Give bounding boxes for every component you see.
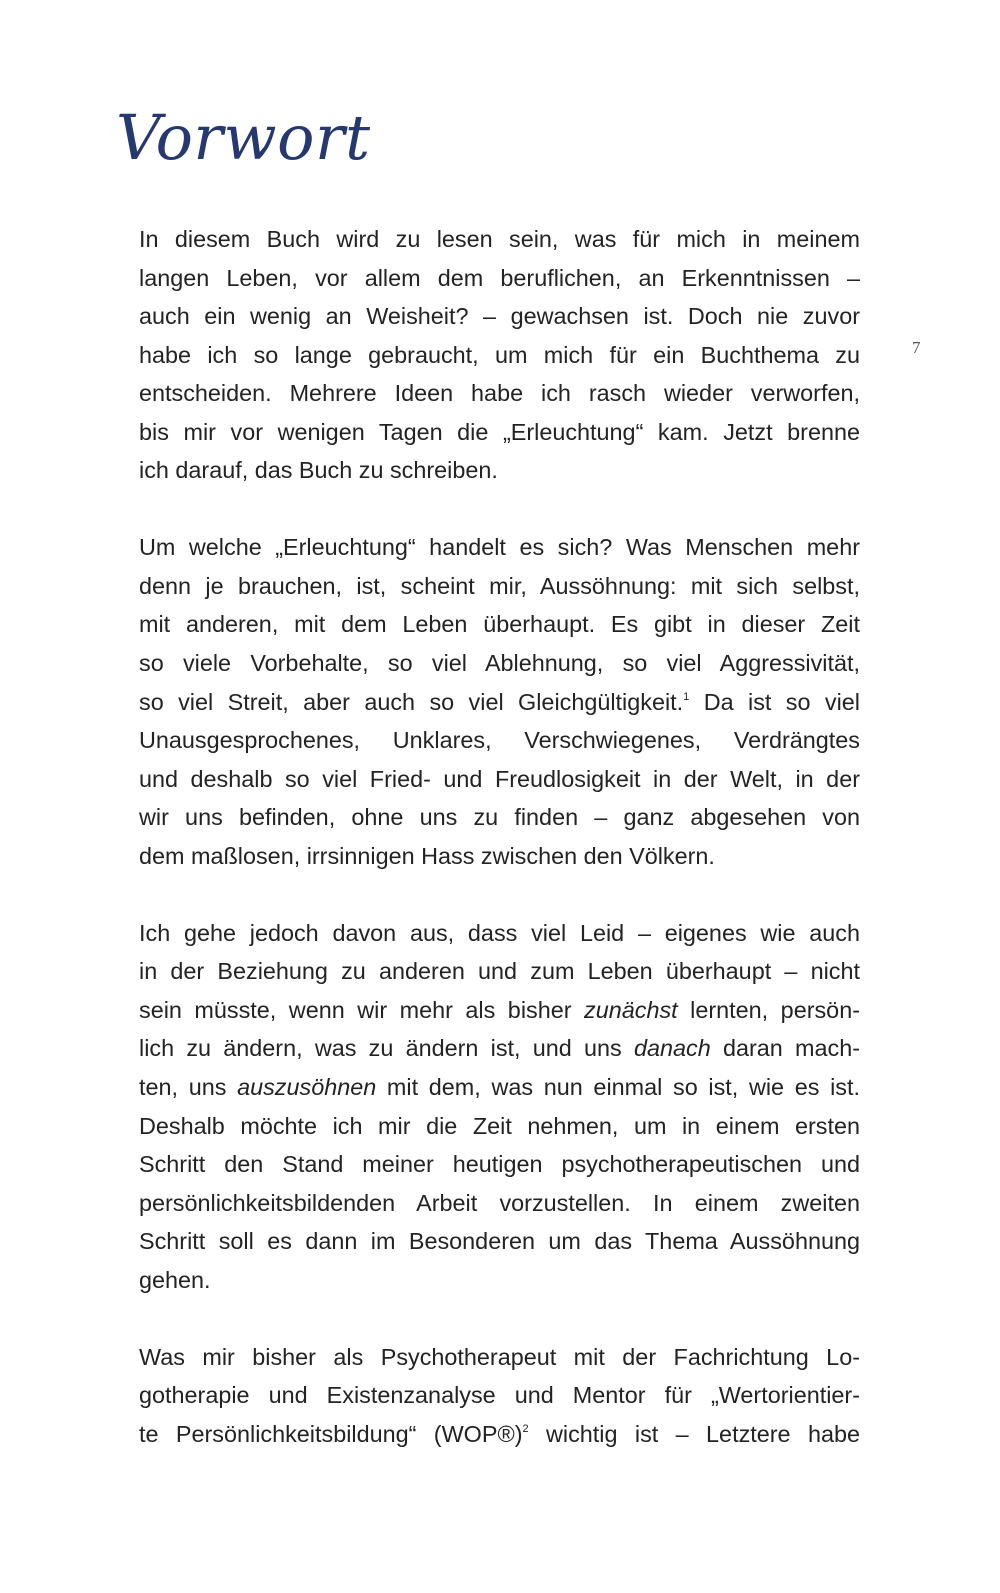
text-line: wir uns befinden, ohne uns zu finden – ganz abgesehen von <box>139 804 860 831</box>
text-line <box>139 1415 860 1454</box>
text-segment: te Persönlichkeitsbildung“ (WOP®) <box>139 1420 523 1447</box>
text-line <box>139 991 860 1030</box>
text-line: Deshalb möchte ich mir die Zeit nehmen, um in einem ersten <box>139 1112 860 1139</box>
text-line: und deshalb so viel Fried- und Freudlosigkeit in der Welt, in der <box>139 765 860 792</box>
page-number: 7 <box>912 338 921 357</box>
footnote-marker[interactable]: 2 <box>522 1422 529 1435</box>
text-line: In diesem Buch wird zu lesen sein, was für mich in meinem <box>139 226 860 252</box>
paragraph <box>139 914 860 1299</box>
emphasis: zunächst <box>584 996 678 1023</box>
text-segment: lich zu ändern, was zu ändern ist, und uns <box>139 1035 634 1062</box>
emphasis: danach <box>633 1035 711 1062</box>
text-line: Schritt soll es dann im Besonderen um das Thema Aussöhnung <box>139 1228 860 1255</box>
text-line: auch ein wenig an Weisheit? – gewachsen ist. Doch nie zuvor <box>139 303 860 330</box>
paragraph <box>139 1338 860 1454</box>
text-line: langen Leben, vor allem dem beruflichen, an Erkenntnissen – <box>139 264 860 291</box>
text-line: mit anderen, mit dem Leben überhaupt. Es gibt in dieser Zeit <box>139 611 860 638</box>
text-line <box>139 683 860 722</box>
text-line: habe ich so lange gebraucht, um mich für ein Buchthema zu <box>139 341 860 368</box>
text-segment: daran mach- <box>710 1035 860 1062</box>
footnote-marker[interactable]: 1 <box>683 690 690 703</box>
paragraph <box>139 528 860 875</box>
emphasis: auszusöhnen <box>237 1074 377 1101</box>
text-line: Was mir bisher als Psychotherapeut mit der Fachrichtung Lo- <box>139 1343 860 1370</box>
text-line: Um welche „Erleuchtung“ handelt es sich? Was Menschen mehr <box>139 534 860 561</box>
text-line: persönlichkeitsbildenden Arbeit vorzustellen. In einem zweiten <box>139 1189 860 1216</box>
text-segment: so viel Streit, aber auch so viel Gleichgültigkeit. <box>139 688 684 715</box>
text-line: in der Beziehung zu anderen und zum Leben überhaupt – nicht <box>139 958 860 985</box>
text-line <box>139 1068 860 1107</box>
text-segment: lernten, persön- <box>677 996 860 1023</box>
text-segment: mit dem, was nun einmal so ist, wie es ist. <box>376 1074 860 1101</box>
text-line: denn je brauchen, ist, scheint mir, Aussöhnung: mit sich selbst, <box>139 572 860 599</box>
text-segment: ten, uns <box>139 1074 238 1101</box>
text-line: bis mir vor wenigen Tagen die „Erleuchtung“ kam. Jetzt brenne <box>139 418 860 445</box>
body-text <box>139 220 860 1492</box>
paragraph <box>139 220 860 490</box>
text-line: so viele Vorbehalte, so viel Ablehnung, so viel Aggressivität, <box>139 650 860 677</box>
text-line <box>139 1029 860 1068</box>
text-line: Unausgesprochenes, Unklares, Verschwiegenes, Verdrängtes <box>139 727 860 754</box>
text-segment: wichtig ist – Letztere habe <box>528 1420 860 1447</box>
text-line: gehen. <box>139 1266 211 1293</box>
text-line: dem maßlosen, irrsinnigen Hass zwischen den Völkern. <box>139 842 715 869</box>
text-segment: sein müsste, wenn wir mehr als bisher <box>139 996 585 1023</box>
text-line: Schritt den Stand meiner heutigen psychotherapeutischen und <box>139 1151 860 1178</box>
text-line: Ich gehe jedoch davon aus, dass viel Leid – eigenes wie auch <box>139 919 860 946</box>
text-line: ich darauf, das Buch zu schreiben. <box>139 457 498 484</box>
chapter-title: Vorwort <box>116 101 371 174</box>
text-line: entscheiden. Mehrere Ideen habe ich rasch wieder verworfen, <box>139 380 860 407</box>
text-line: gotherapie und Existenzanalyse und Mentor für „Wertorientier- <box>139 1382 860 1409</box>
text-segment: Da ist so viel <box>689 688 860 715</box>
